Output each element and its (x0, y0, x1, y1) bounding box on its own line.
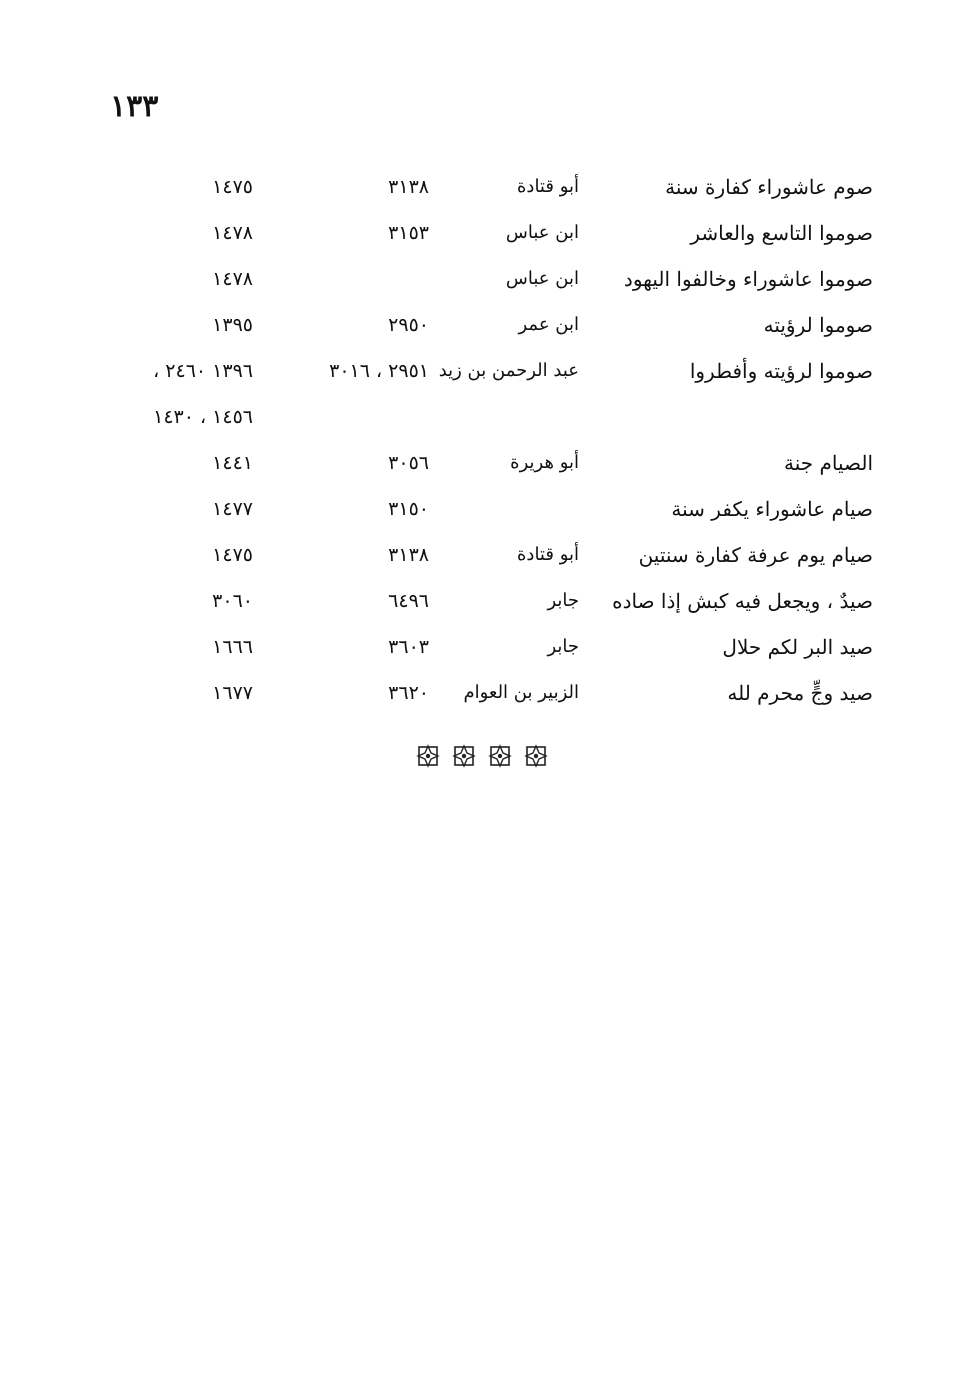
narrator: ابن عمر (518, 314, 579, 335)
reference-number: ٦٤٩٦ (388, 590, 429, 612)
star-ornament-icon (452, 744, 476, 768)
reference-number-secondary: ١٣٩٥ (212, 314, 253, 336)
star-ornament-icon (524, 744, 548, 768)
reference-number-secondary: ١٤٧٨ (212, 268, 253, 290)
star-ornament-icon (488, 744, 512, 768)
narrator: عبد الرحمن بن زيد (438, 360, 579, 381)
reference-number: ٣٦٢٠ (388, 682, 429, 704)
section-end-ornament (416, 742, 566, 770)
hadith-text: صيد وجٍّ محرم لله (727, 681, 873, 705)
index-row (0, 488, 957, 534)
reference-number: ٣١٥٠ (388, 498, 429, 520)
hadith-text: صوم عاشوراء كفارة سنة (665, 175, 873, 199)
reference-number-secondary: ١٤٧٥ (212, 176, 253, 198)
narrator: جابر (547, 590, 579, 611)
hadith-text: صيد البر لكم حلال (722, 635, 873, 659)
page-number: ١٣٣ (110, 89, 159, 124)
reference-number-secondary: ٣٠٦٠ (212, 590, 253, 612)
index-row-continuation (0, 396, 957, 442)
index-row (0, 672, 957, 718)
index-row (0, 580, 957, 626)
reference-number: ٢٩٥٠ (388, 314, 429, 336)
hadith-text: صيدٌ ، ويجعل فيه كبش إذا صاده (612, 589, 873, 613)
index-row (0, 166, 957, 212)
index-row (0, 626, 957, 672)
hadith-text: صوموا لرؤيته (763, 313, 873, 337)
reference-number: ٣٦٠٣ (388, 636, 429, 658)
reference-number-secondary: ١٦٦٦ (212, 636, 253, 658)
index-row (0, 350, 957, 396)
hadith-text: صيام يوم عرفة كفارة سنتين (638, 543, 873, 567)
reference-number: ٣٠٥٦ (388, 452, 429, 474)
star-ornament-icon (416, 744, 440, 768)
narrator: جابر (547, 636, 579, 657)
reference-number-secondary: ١٣٩٦ ٢٤٦٠ ، (153, 360, 253, 382)
reference-number-secondary: ١٤٧٧ (212, 498, 253, 520)
reference-number: ٣١٣٨ (388, 544, 429, 566)
narrator: الزبير بن العوام (463, 682, 579, 703)
index-row (0, 442, 957, 488)
index-row (0, 258, 957, 304)
reference-number: ٣١٥٣ (388, 222, 429, 244)
reference-number: ٣١٣٨ (388, 176, 429, 198)
reference-number: ٢٩٥١ ، ٣٠١٦ (329, 360, 429, 382)
narrator: ابن عباس (505, 268, 579, 289)
index-row (0, 534, 957, 580)
reference-number-secondary: ١٤٤١ (212, 452, 253, 474)
narrator: أبو هريرة (510, 452, 579, 473)
narrator: أبو قتادة (517, 176, 579, 197)
narrator: أبو قتادة (517, 544, 579, 565)
reference-number-secondary: ١٤٧٨ (212, 222, 253, 244)
index-row (0, 212, 957, 258)
hadith-text: صوموا عاشوراء وخالفوا اليهود (623, 267, 873, 291)
hadith-index-table (0, 166, 957, 718)
reference-number-secondary: ١٦٧٧ (212, 682, 253, 704)
hadith-text: صوموا لرؤيته وأفطروا (689, 359, 873, 383)
hadith-text: الصيام جنة (784, 451, 873, 475)
reference-number-secondary: ١٤٥٦ ، ١٤٣٠ (153, 406, 253, 428)
hadith-text: صوموا التاسع والعاشر (690, 221, 873, 245)
reference-number-secondary: ١٤٧٥ (212, 544, 253, 566)
index-row (0, 304, 957, 350)
narrator: ابن عباس (505, 222, 579, 243)
hadith-text: صيام عاشوراء يكفر سنة (671, 497, 873, 521)
